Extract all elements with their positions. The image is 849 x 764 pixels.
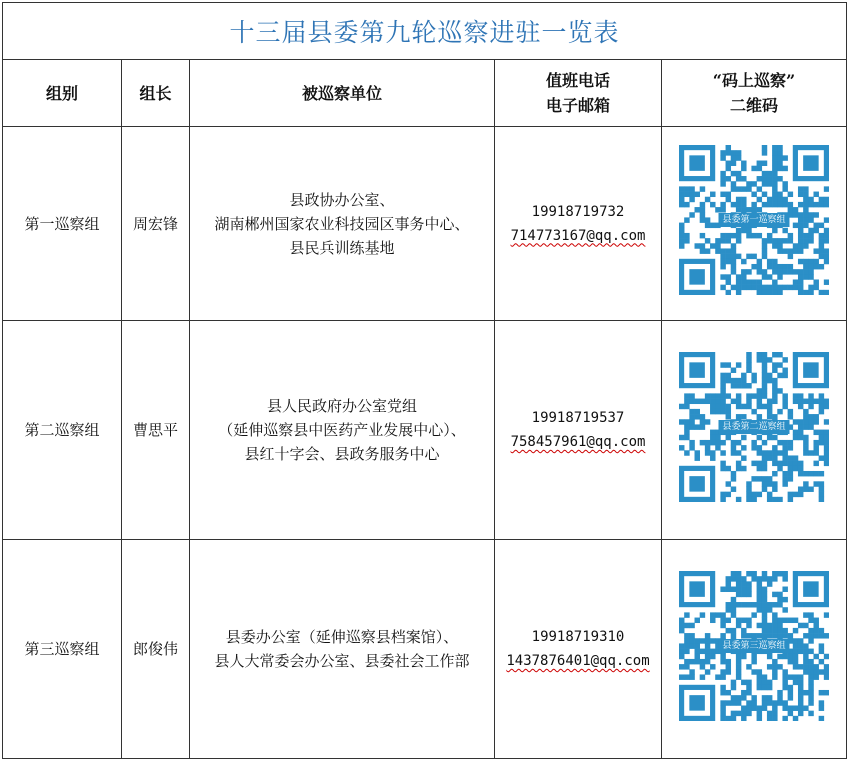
header-qr — [662, 60, 847, 127]
email-address: 714773167@qq.com — [510, 227, 646, 244]
header-qr-line1: “码上巡察” — [712, 71, 796, 90]
qr-caption: 县委第三巡察组 — [718, 639, 789, 653]
header-group: 组别 — [3, 60, 122, 127]
header-contact-phone: 值班电话 — [545, 71, 610, 90]
group-name: 第三巡察组 — [3, 540, 122, 759]
unit-line: （延伸巡察县中医药产业发展中心）、 — [218, 421, 466, 439]
patrol-table — [2, 2, 847, 759]
header-leader: 组长 — [122, 60, 190, 127]
unit-line: 县政协办公室、 — [289, 190, 395, 209]
unit-line: 县委办公室（延伸巡察县档案馆）、 — [225, 628, 459, 646]
unit-line: 县民兵训练基地 — [289, 238, 395, 257]
phone-number: 19918719537 — [531, 410, 625, 426]
qr-cell — [662, 540, 847, 759]
leader-name: 曹思平 — [122, 321, 190, 540]
inspected-units — [190, 127, 495, 321]
qr-code-icon[interactable] — [679, 571, 829, 721]
qr-caption: 县委第一巡察组 — [718, 213, 789, 227]
leader-name: 郎俊伟 — [122, 540, 190, 759]
qr-code-icon[interactable] — [679, 352, 829, 502]
qr-cell — [662, 127, 847, 321]
unit-line: 县人民政府办公室党组 — [266, 397, 417, 415]
qr-cell — [662, 321, 847, 540]
inspected-units — [190, 540, 495, 759]
leader-name: 周宏锋 — [122, 127, 190, 321]
contact-info — [495, 321, 662, 540]
email-address: 1437876401@qq.com — [506, 653, 650, 669]
table-title: 十三届县委第九轮巡察进驻一览表 — [3, 3, 847, 60]
header-contact-email: 电子邮箱 — [545, 96, 610, 115]
header-units: 被巡察单位 — [190, 60, 495, 127]
header-row — [3, 60, 847, 127]
unit-line: 县红十字会、县政务服务中心 — [244, 445, 440, 463]
table-row — [3, 540, 847, 759]
table-row — [3, 321, 847, 540]
phone-number: 19918719310 — [531, 629, 625, 645]
group-name: 第二巡察组 — [3, 321, 122, 540]
contact-info — [495, 127, 662, 321]
table-row — [3, 127, 847, 321]
group-name: 第一巡察组 — [3, 127, 122, 321]
title-row — [3, 3, 847, 60]
inspected-units — [190, 321, 495, 540]
unit-line: 县人大常委会办公室、县委社会工作部 — [214, 652, 470, 670]
email-address: 758457961@qq.com — [510, 434, 646, 450]
header-qr-line2: 二维码 — [729, 96, 778, 115]
qr-caption: 县委第二巡察组 — [718, 420, 789, 434]
patrol-table-sheet — [2, 2, 846, 760]
phone-number: 19918719732 — [531, 203, 625, 220]
unit-line: 湖南郴州国家农业科技园区事务中心、 — [214, 214, 470, 233]
qr-code-icon[interactable] — [679, 145, 829, 295]
contact-info — [495, 540, 662, 759]
header-contact — [495, 60, 662, 127]
